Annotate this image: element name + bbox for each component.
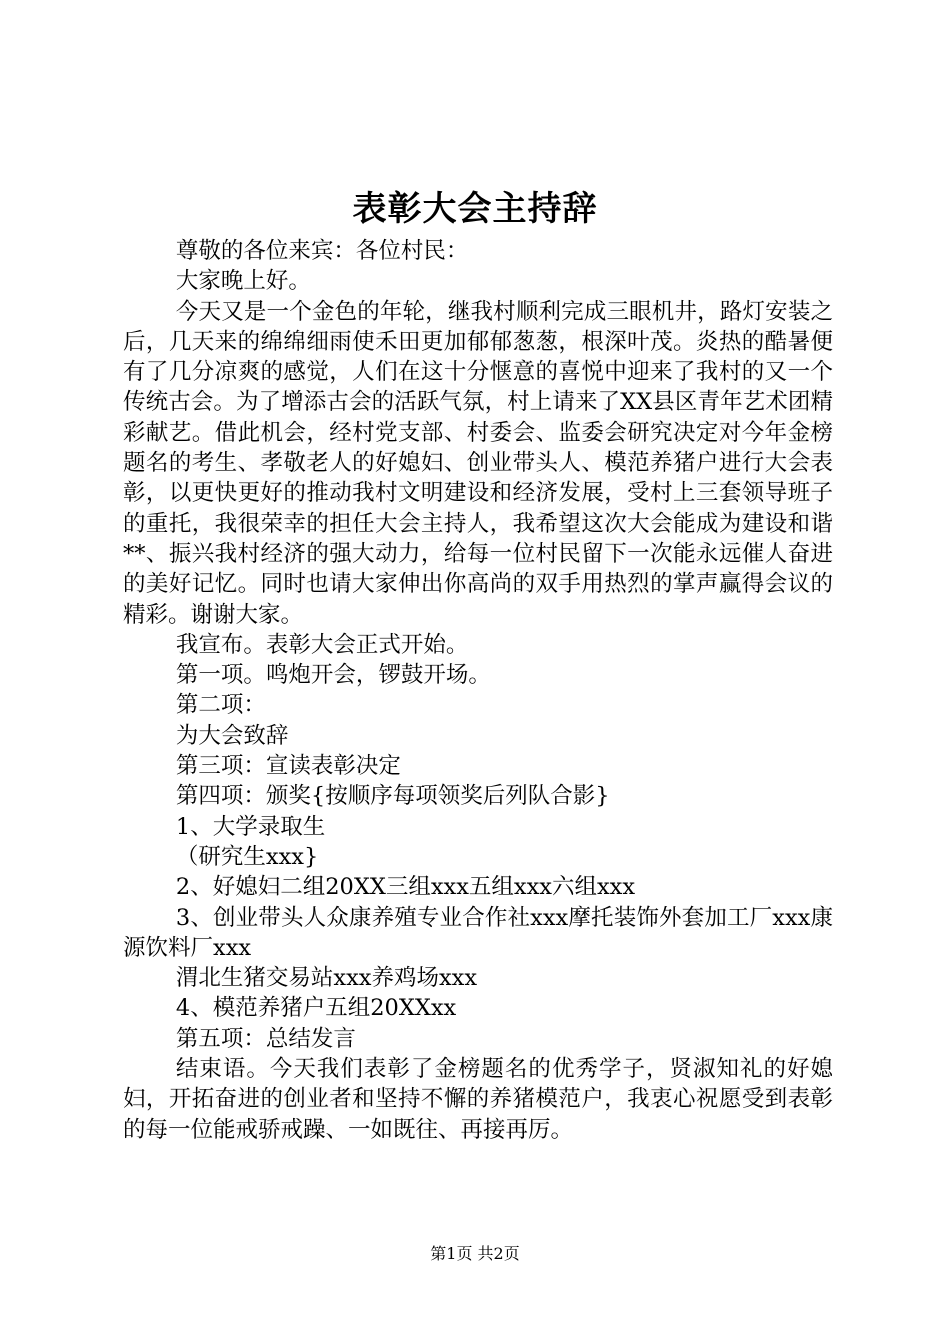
- document-title: 表彰大会主持辞: [352, 189, 598, 229]
- paragraph-closing: 结束语。今天我们表彰了金榜题名的优秀学子，贤淑知礼的好媳妇，开拓奋进的创业者和坚持不懈的养猪模范户，我衷心祝愿受到表彰的每一位能戒骄戒躁、一如既往、再接再厉。: [123, 1056, 833, 1143]
- paragraph-award-1: 1、大学录取生: [175, 813, 326, 840]
- paragraph-item-one: 第一项。鸣炮开会，锣鼓开场。: [175, 662, 491, 689]
- paragraph-opening-speech: 今天又是一个金色的年轮，继我村顺利完成三眼机井，路灯安装之后，几天来的绵绵细雨使禾田更加郁郁葱葱，根深叶茂。炎热的酷暑便有了几分凉爽的感觉，人们在这十分惬意的喜悦中迎来了我村的又一个传统古会。为了增添古会的活跃气氛，村上请来了XX县区青年艺术团精彩献艺。借此机会，经村党支部、村委会、监委会研究决定对今年金榜题名的考生、孝敬老人的好媳妇、创业带头人、模范养猪户进行大会表彰，以更快更好的推动我村文明建设和经济发展，受村上三套领导班子的重托，我很荣幸的担任大会主持人，我希望这次大会能成为建设和谐**、振兴我村经济的强大动力，给每一位村民留下一次能永远催人奋进的美好记忆。同时也请大家伸出你高尚的双手用热烈的掌声赢得会议的精彩。谢谢大家。: [123, 298, 833, 628]
- paragraph-award-3: 3、创业带头人众康养殖专业合作社xxx摩托装饰外套加工厂xxx康源饮料厂xxx: [123, 904, 833, 961]
- paragraph-good-evening: 大家晚上好。: [175, 268, 311, 295]
- paragraph-greeting: 尊敬的各位来宾：各位村民：: [175, 238, 469, 264]
- page-footer: 第1页 共2页: [430, 1244, 520, 1263]
- paragraph-item-three: 第三项：宣读表彰决定: [175, 753, 401, 780]
- paragraph-item-two: 第二项：: [175, 692, 266, 719]
- paragraph-announcement: 我宣布。表彰大会正式开始。: [175, 631, 469, 658]
- paragraph-award-3-detail: 渭北生猪交易站xxx养鸡场xxx: [175, 965, 478, 992]
- document-body: [123, 236, 833, 1145]
- paragraph-item-five: 第五项：总结发言: [175, 1025, 356, 1052]
- paragraph-award-1-detail: （研究生xxx}: [175, 843, 319, 870]
- paragraph-award-4: 4、模范养猪户五组20XXxx: [175, 995, 457, 1022]
- paragraph-item-four: 第四项：颁奖{按顺序每项领奖后列队合影}: [175, 783, 610, 810]
- paragraph-address: 为大会致辞: [175, 722, 289, 749]
- paragraph-award-2: 2、好媳妇二组20XX三组xxx五组xxx六组xxx: [175, 874, 636, 901]
